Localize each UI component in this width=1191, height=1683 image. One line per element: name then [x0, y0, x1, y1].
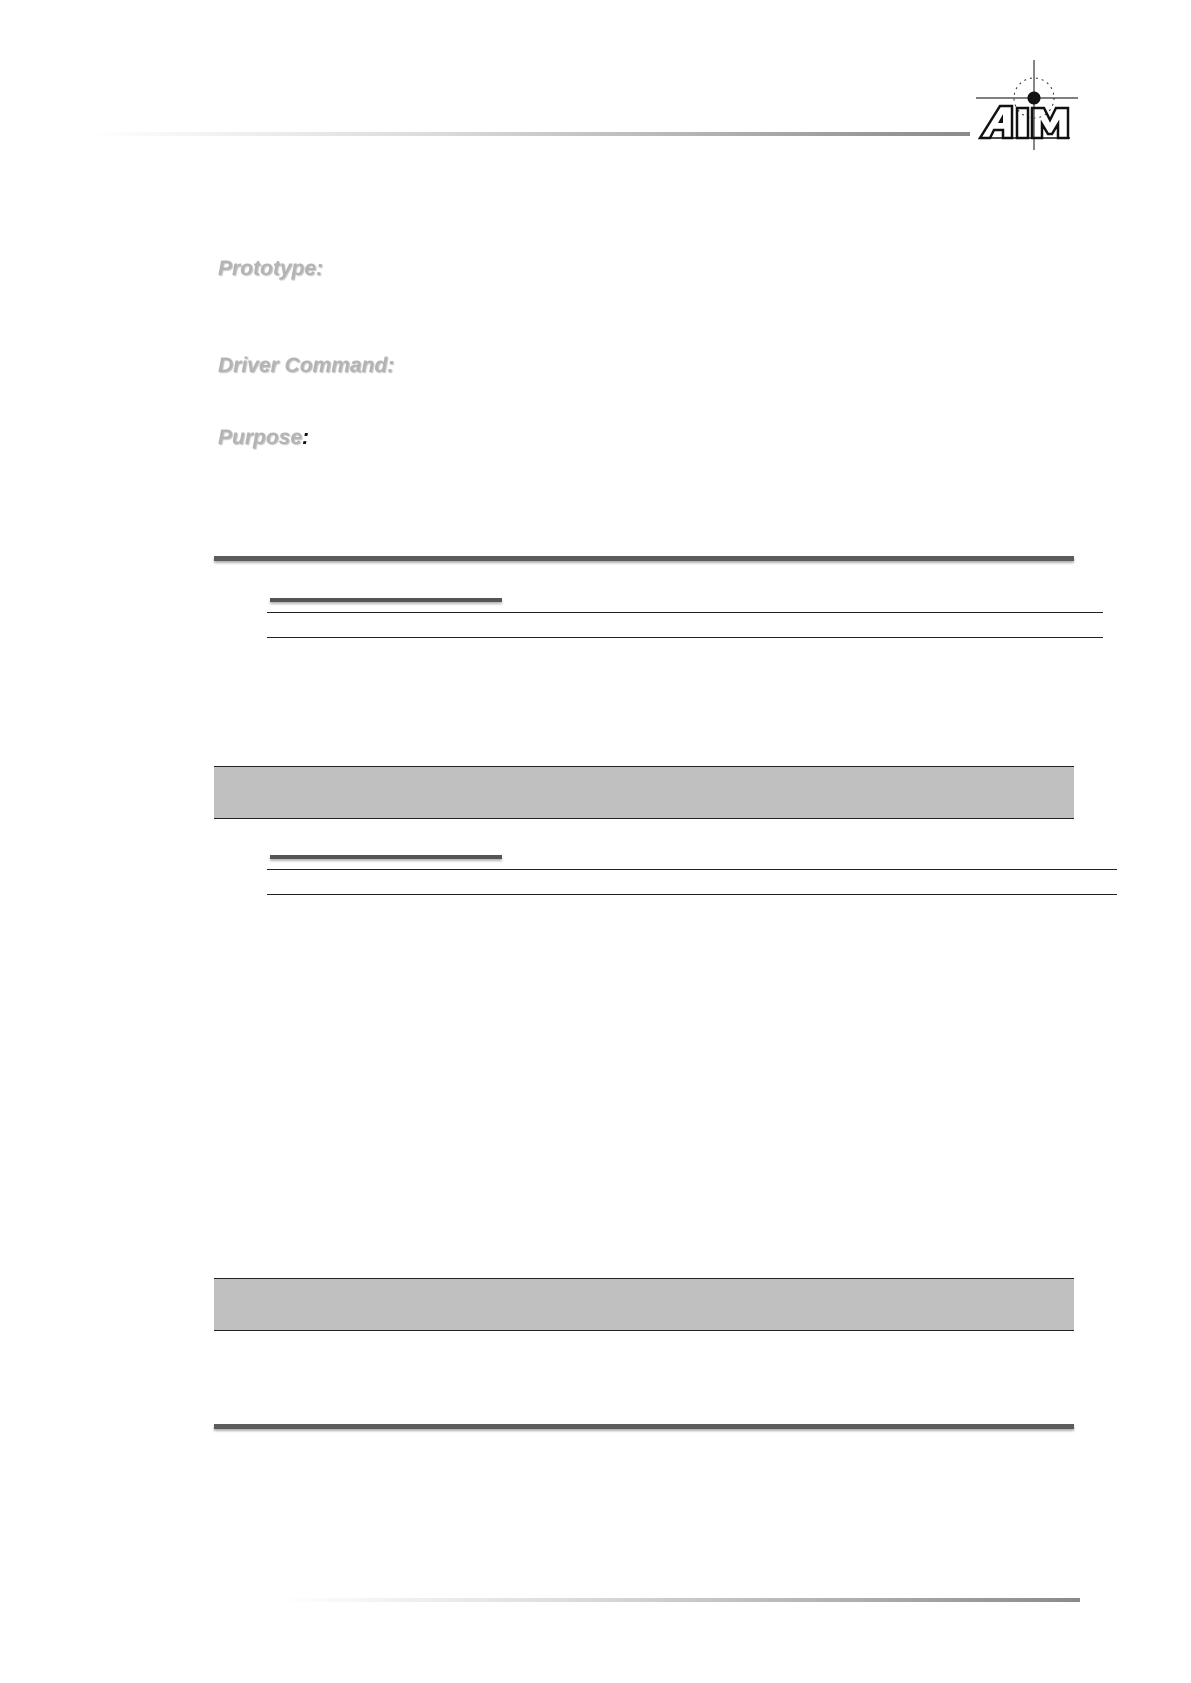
parameter-table-top-line [267, 612, 1103, 613]
return-table-bottom-line [267, 894, 1117, 895]
prototype-label: Prototype: [218, 257, 323, 280]
footer-rule [280, 1598, 1080, 1602]
purpose-label [218, 426, 309, 450]
parameter-heading-rule [270, 598, 502, 602]
return-value-band [214, 766, 1074, 819]
purpose-label-colon: : [302, 426, 310, 449]
section-divider-bottom [214, 1424, 1074, 1429]
purpose-label-text: Purpose [218, 426, 303, 449]
driver-command-label: Driver Command: [218, 354, 395, 377]
parameter-table-bottom-line [267, 637, 1103, 638]
notes-band [214, 1278, 1074, 1331]
section-divider-top [214, 556, 1074, 561]
header-rule [90, 132, 970, 136]
return-table-top-line [267, 869, 1117, 870]
return-heading-rule [270, 855, 502, 859]
aim-logo [972, 60, 1080, 150]
aim-logo-lettering [980, 106, 1070, 138]
